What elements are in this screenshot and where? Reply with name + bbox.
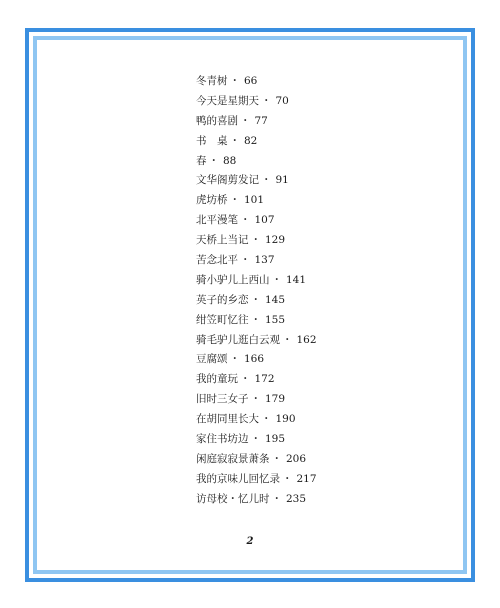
toc-entry-page: 235: [286, 492, 307, 505]
toc-entry: [196, 72, 317, 92]
toc-entry-title: 鸭的喜剧: [196, 114, 238, 127]
toc-entry-title: 天桥上当记: [196, 234, 249, 247]
toc-entry-title: 我的童玩: [196, 373, 238, 386]
toc-entry-page: 206: [286, 452, 307, 465]
toc-entry-page: 155: [265, 313, 286, 326]
toc-separator: ・: [240, 114, 251, 127]
toc-entry-page: 91: [275, 174, 289, 187]
toc-entry-title: 英子的乡恋: [196, 293, 249, 306]
toc-separator: ・: [208, 154, 219, 167]
toc-entry-page: 172: [254, 373, 275, 386]
toc-entry-title: 在胡同里长大: [196, 413, 259, 426]
toc-entry-title: 旧时三女子: [196, 393, 249, 406]
toc-separator: ・: [271, 452, 282, 465]
toc-entry: [196, 390, 317, 410]
toc-entry-title: 苦念北平: [196, 254, 238, 267]
toc-separator: ・: [229, 353, 240, 366]
toc-entry: [196, 112, 317, 132]
toc-entry: [196, 191, 317, 211]
toc-separator: ・: [261, 413, 272, 426]
toc-separator: ・: [271, 273, 282, 286]
toc-entry: [196, 430, 317, 450]
toc-separator: ・: [229, 75, 240, 87]
toc-separator: ・: [261, 174, 272, 187]
toc-entry: [196, 410, 317, 430]
toc-separator: ・: [282, 333, 293, 346]
toc-entry-page: 145: [265, 293, 286, 306]
toc-separator: ・: [271, 492, 282, 505]
toc-entry: [196, 350, 317, 370]
toc-entry-page: 129: [265, 234, 286, 247]
toc-separator: ・: [250, 393, 261, 406]
toc-entry: [196, 291, 317, 311]
toc-separator: ・: [261, 94, 272, 107]
toc-entry: [196, 152, 317, 172]
toc-separator: ・: [250, 293, 261, 306]
toc-entry-title: 闲庭寂寂景萧条: [196, 452, 270, 465]
toc-entry-title: 书 桌: [196, 134, 228, 147]
toc-entry-page: 217: [296, 472, 317, 485]
toc-separator: ・: [229, 134, 240, 147]
toc-entry-title: 北平漫笔: [196, 214, 238, 227]
toc-entry: [196, 231, 317, 251]
toc-entry: [196, 271, 317, 291]
toc-separator: ・: [240, 254, 251, 267]
toc-entry-title: 访母校・忆儿时: [196, 492, 270, 505]
page-number: 2: [246, 536, 254, 547]
toc-entry-page: 166: [244, 353, 265, 366]
toc-entry: [196, 370, 317, 390]
toc-entry-title: 家住书坊边: [196, 433, 249, 446]
toc-separator: ・: [250, 433, 261, 446]
toc-entry: [196, 211, 317, 231]
toc-entry: [196, 470, 317, 490]
toc-entry-page: 66: [244, 75, 258, 87]
toc-separator: ・: [240, 214, 251, 227]
toc-entry-title: 骑小驴儿上西山: [196, 273, 270, 286]
toc-entry: [196, 171, 317, 191]
toc-separator: ・: [250, 234, 261, 247]
toc-entry-title: 豆腐颂: [196, 353, 228, 366]
toc-separator: ・: [250, 313, 261, 326]
toc-entry-page: 107: [254, 214, 275, 227]
toc-entry: [196, 251, 317, 271]
toc-entry: [196, 450, 317, 470]
toc-entry-page: 141: [286, 273, 307, 286]
toc-entry-page: 179: [265, 393, 286, 406]
toc-entry-page: 137: [254, 254, 275, 267]
toc-entry-page: 190: [275, 413, 296, 426]
toc-entry-title: 虎坊桥: [196, 194, 228, 207]
toc-separator: ・: [282, 472, 293, 485]
toc-entry-title: 文华阁剪发记: [196, 174, 259, 187]
toc-entry-page: 82: [244, 134, 258, 147]
toc-entry-title: 绀笠町忆往: [196, 313, 249, 326]
toc-entry-title: 春: [196, 154, 207, 167]
toc-entry-title: 今天是星期天: [196, 94, 259, 107]
toc-entry-page: 77: [254, 114, 268, 127]
toc-entry-page: 162: [296, 333, 317, 346]
toc-separator: ・: [240, 373, 251, 386]
toc-entry-title: 骑毛驴儿逛白云观: [196, 333, 280, 346]
toc-entry: [196, 490, 317, 510]
toc-entry-page: 88: [223, 154, 237, 167]
toc-entry-title: 冬青树: [196, 75, 228, 87]
toc-entry: [196, 331, 317, 351]
toc-entry-page: 101: [244, 194, 265, 207]
toc-entry-title: 我的京味儿回忆录: [196, 472, 280, 485]
toc-entry: [196, 132, 317, 152]
toc-entry-page: 70: [275, 94, 289, 107]
toc-entry-page: 195: [265, 433, 286, 446]
toc-separator: ・: [229, 194, 240, 207]
table-of-contents: [196, 72, 317, 510]
toc-entry: [196, 92, 317, 112]
toc-entry: [196, 311, 317, 331]
